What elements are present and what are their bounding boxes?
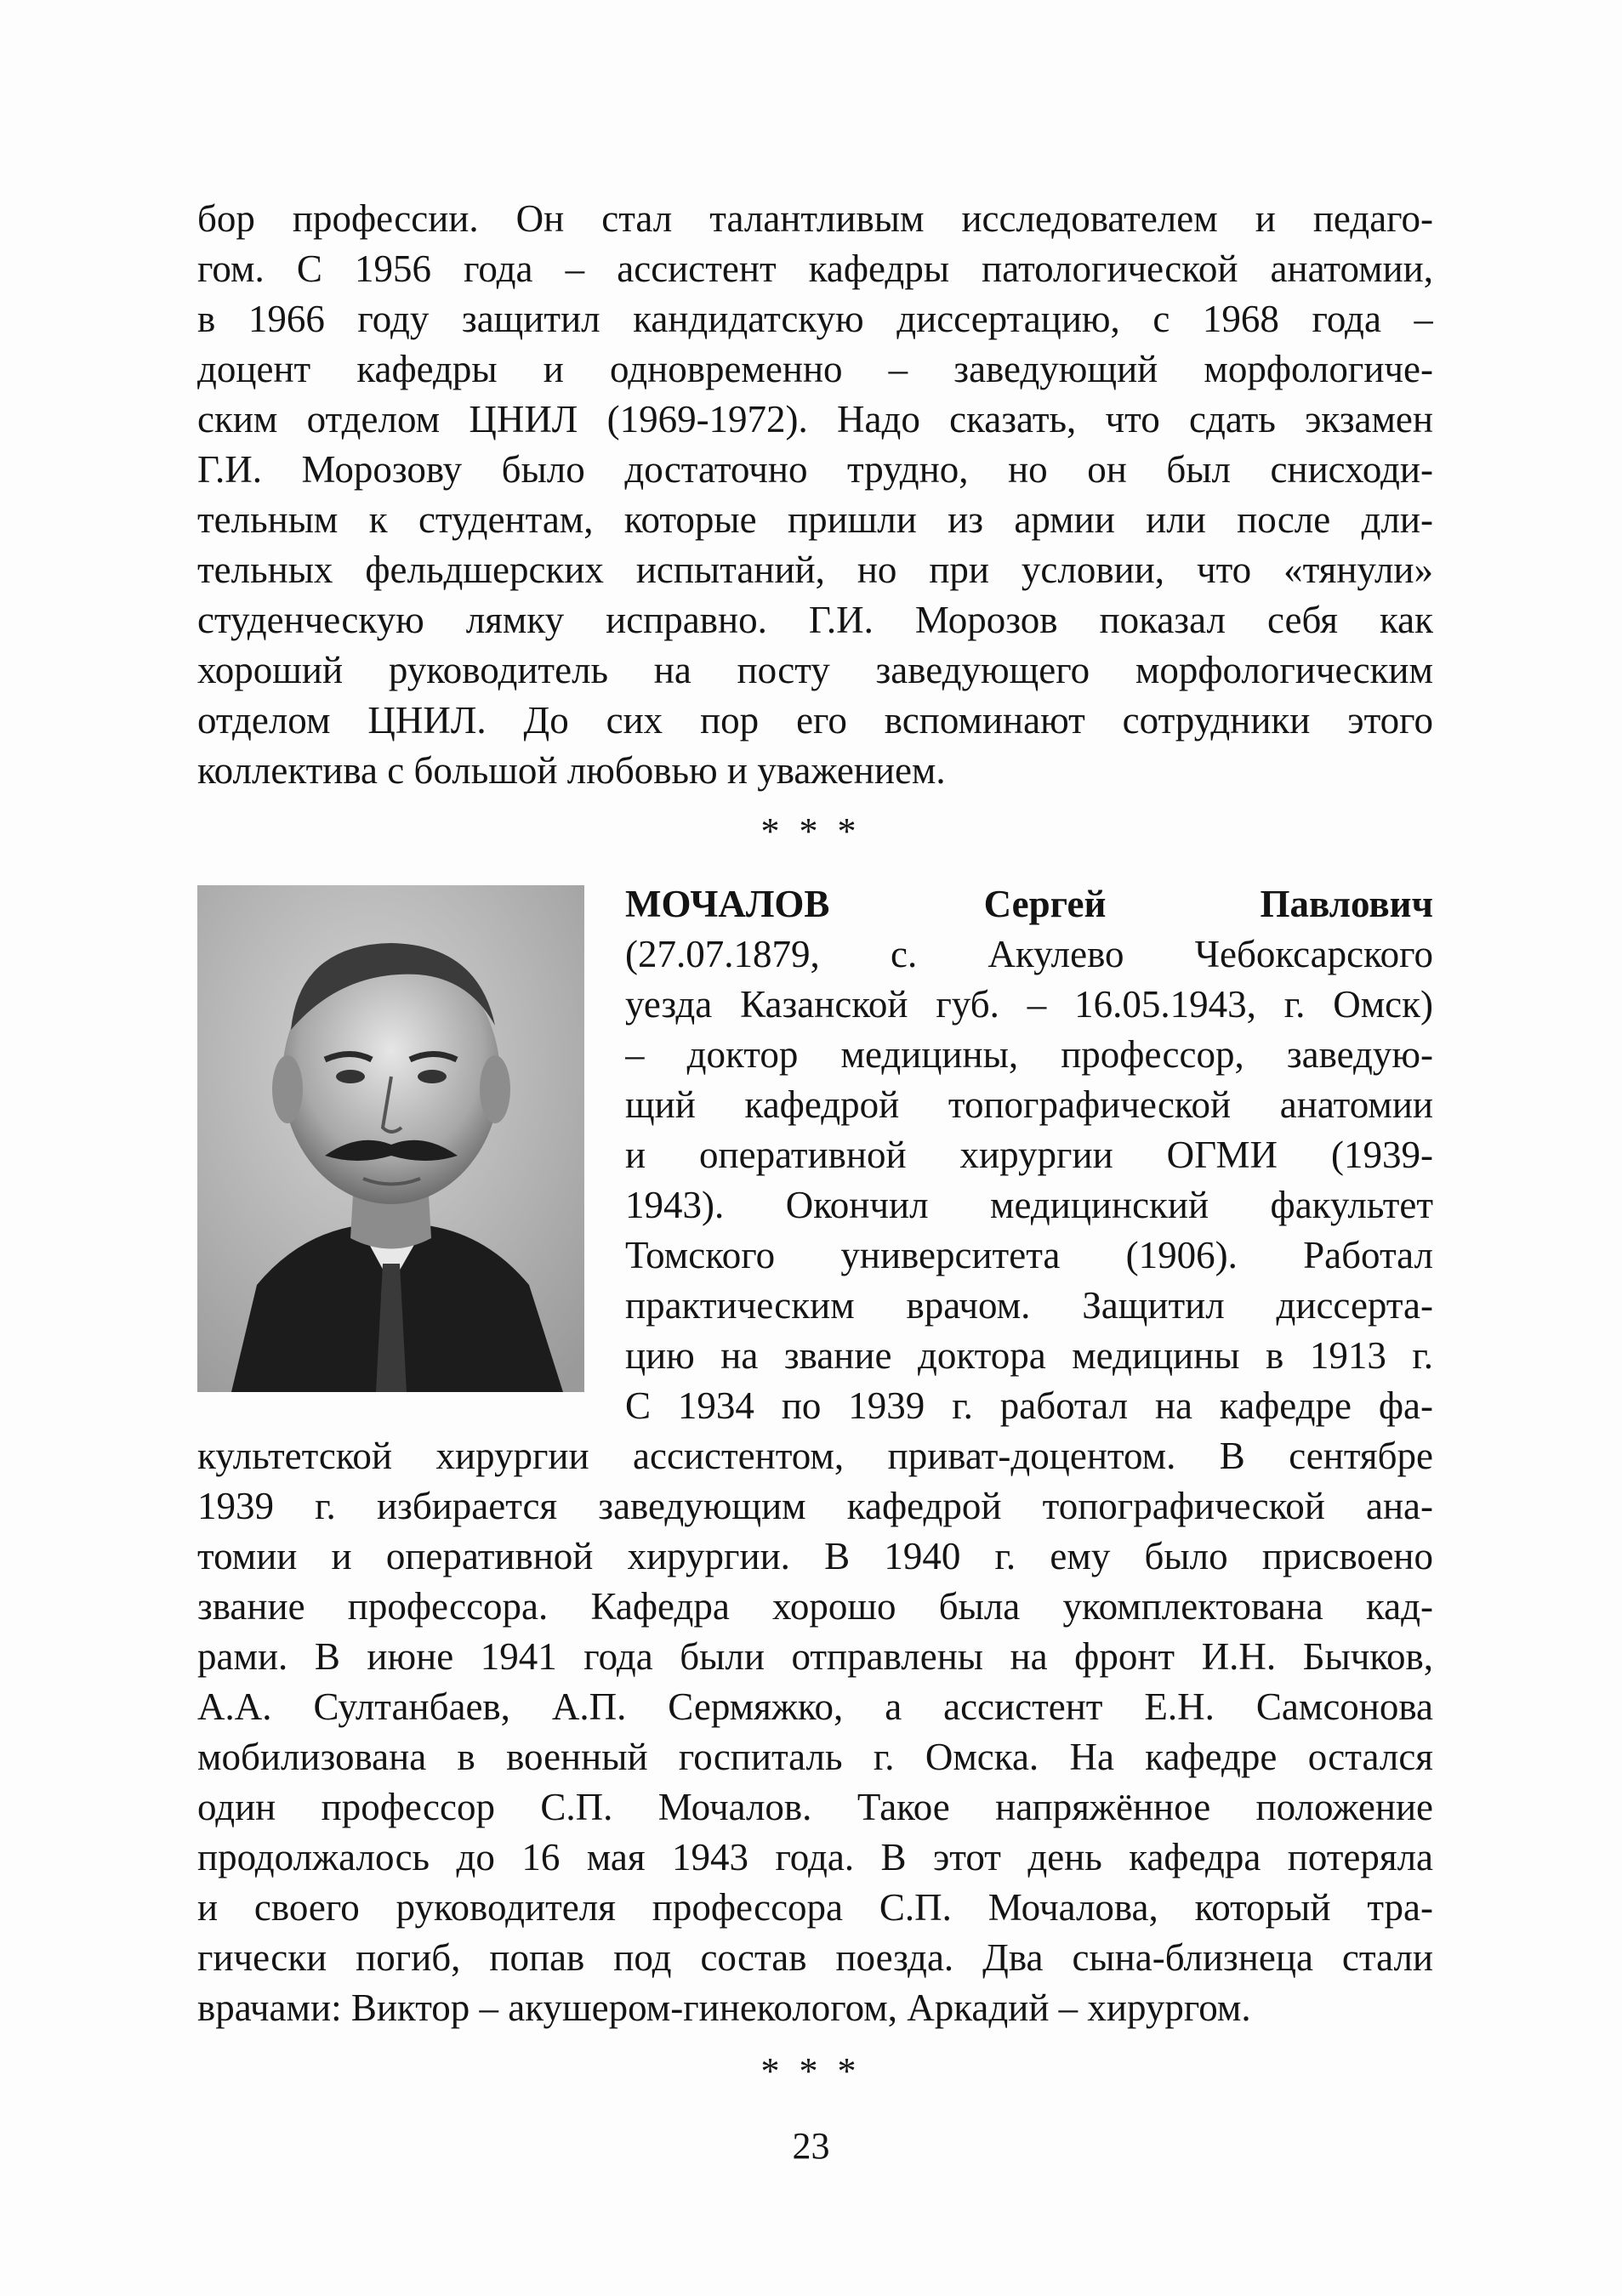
top-paragraph <box>197 194 1433 796</box>
page-number: 23 <box>792 2125 830 2167</box>
text-line: тельным к студентам, которые пришли из армии или после дли- <box>197 498 1433 541</box>
text-line: тельных фельдшерских испытаний, но при условии, что «тянули» <box>197 548 1433 591</box>
text-line: С 1934 по 1939 г. работал на кафедре фа- <box>625 1384 1433 1427</box>
text-line: цию на звание доктора медицины в 1913 г. <box>625 1334 1433 1377</box>
text-line: ским отделом ЦНИЛ (1969-1972). Надо сказать, что сдать экзамен <box>197 398 1433 440</box>
text-line: студенческую лямку исправно. Г.И. Морозов показал себя как <box>197 599 1433 641</box>
text-line: 1943). Окончил медицинский факультет <box>625 1184 1433 1226</box>
text-line: гом. С 1956 года – ассистент кафедры патологической анатомии, <box>197 247 1433 290</box>
text-line: звание профессора. Кафедра хорошо была укомплектована кад- <box>197 1585 1433 1628</box>
biography-full-text <box>197 1431 1433 2033</box>
text-line: и оперативной хирургии ОГМИ (1939- <box>625 1134 1433 1176</box>
text-line: один профессор С.П. Мочалов. Такое напряжённое положение <box>197 1786 1433 1828</box>
text-line: отделом ЦНИЛ. До сих пор его вспоминают сотрудники этого <box>197 699 1433 742</box>
text-line: бор профессии. Он стал талантливым исследователем и педаго- <box>197 197 1433 240</box>
section-separator: * * * <box>760 2050 862 2092</box>
text-line: (27.07.1879, с. Акулево Чебоксарского <box>625 933 1433 975</box>
portrait-photo <box>197 885 584 1392</box>
text-line: А.А. Султанбаев, А.П. Сермяжко, а ассистент Е.Н. Самсонова <box>197 1685 1433 1728</box>
text-line: доцент кафедры и одновременно – заведующий морфологиче- <box>197 348 1433 390</box>
text-line: и своего руководителя профессора С.П. Мочалова, который тра- <box>197 1886 1433 1929</box>
text-line: гически погиб, попав под состав поезда. Два сына-близнеца стали <box>197 1936 1433 1979</box>
text-line: хороший руководитель на посту заведующего морфологическим <box>197 649 1433 691</box>
text-line: мобилизована в военный госпиталь г. Омска. На кафедре остался <box>197 1736 1433 1778</box>
text-line: щий кафедрой топографической анатомии <box>625 1083 1433 1126</box>
text-line: в 1966 году защитил кандидатскую диссертацию, с 1968 года – <box>197 298 1433 340</box>
section-separator: * * * <box>760 810 862 852</box>
text-line: продолжалось до 16 мая 1943 года. В этот день кафедра потеряла <box>197 1836 1433 1878</box>
text-line: культетской хирургии ассистентом, приват-доцентом. В сентябре <box>197 1435 1433 1477</box>
person-name: МОЧАЛОВ Сергей Павлович <box>625 883 1433 925</box>
text-line: коллектива с большой любовью и уважением. <box>197 749 946 792</box>
text-line: томии и оперативной хирургии. В 1940 г. ему было присвоено <box>197 1535 1433 1577</box>
text-line: врачами: Виктор – акушером-гинекологом, Аркадий – хирургом. <box>197 1986 1251 2029</box>
text-line: практическим врачом. Защитил диссерта- <box>625 1284 1433 1327</box>
biography-side-text <box>625 879 1433 1431</box>
text-line: – доктор медицины, профессор, заведую- <box>625 1033 1433 1076</box>
text-line: Томского университета (1906). Работал <box>625 1234 1433 1276</box>
text-line: 1939 г. избирается заведующим кафедрой топографической ана- <box>197 1485 1433 1527</box>
text-line: уезда Казанской губ. – 16.05.1943, г. Омск) <box>625 983 1433 1026</box>
text-line: Г.И. Морозову было достаточно трудно, но он был снисходи- <box>197 448 1433 491</box>
text-line: рами. В июне 1941 года были отправлены на фронт И.Н. Бычков, <box>197 1635 1433 1678</box>
